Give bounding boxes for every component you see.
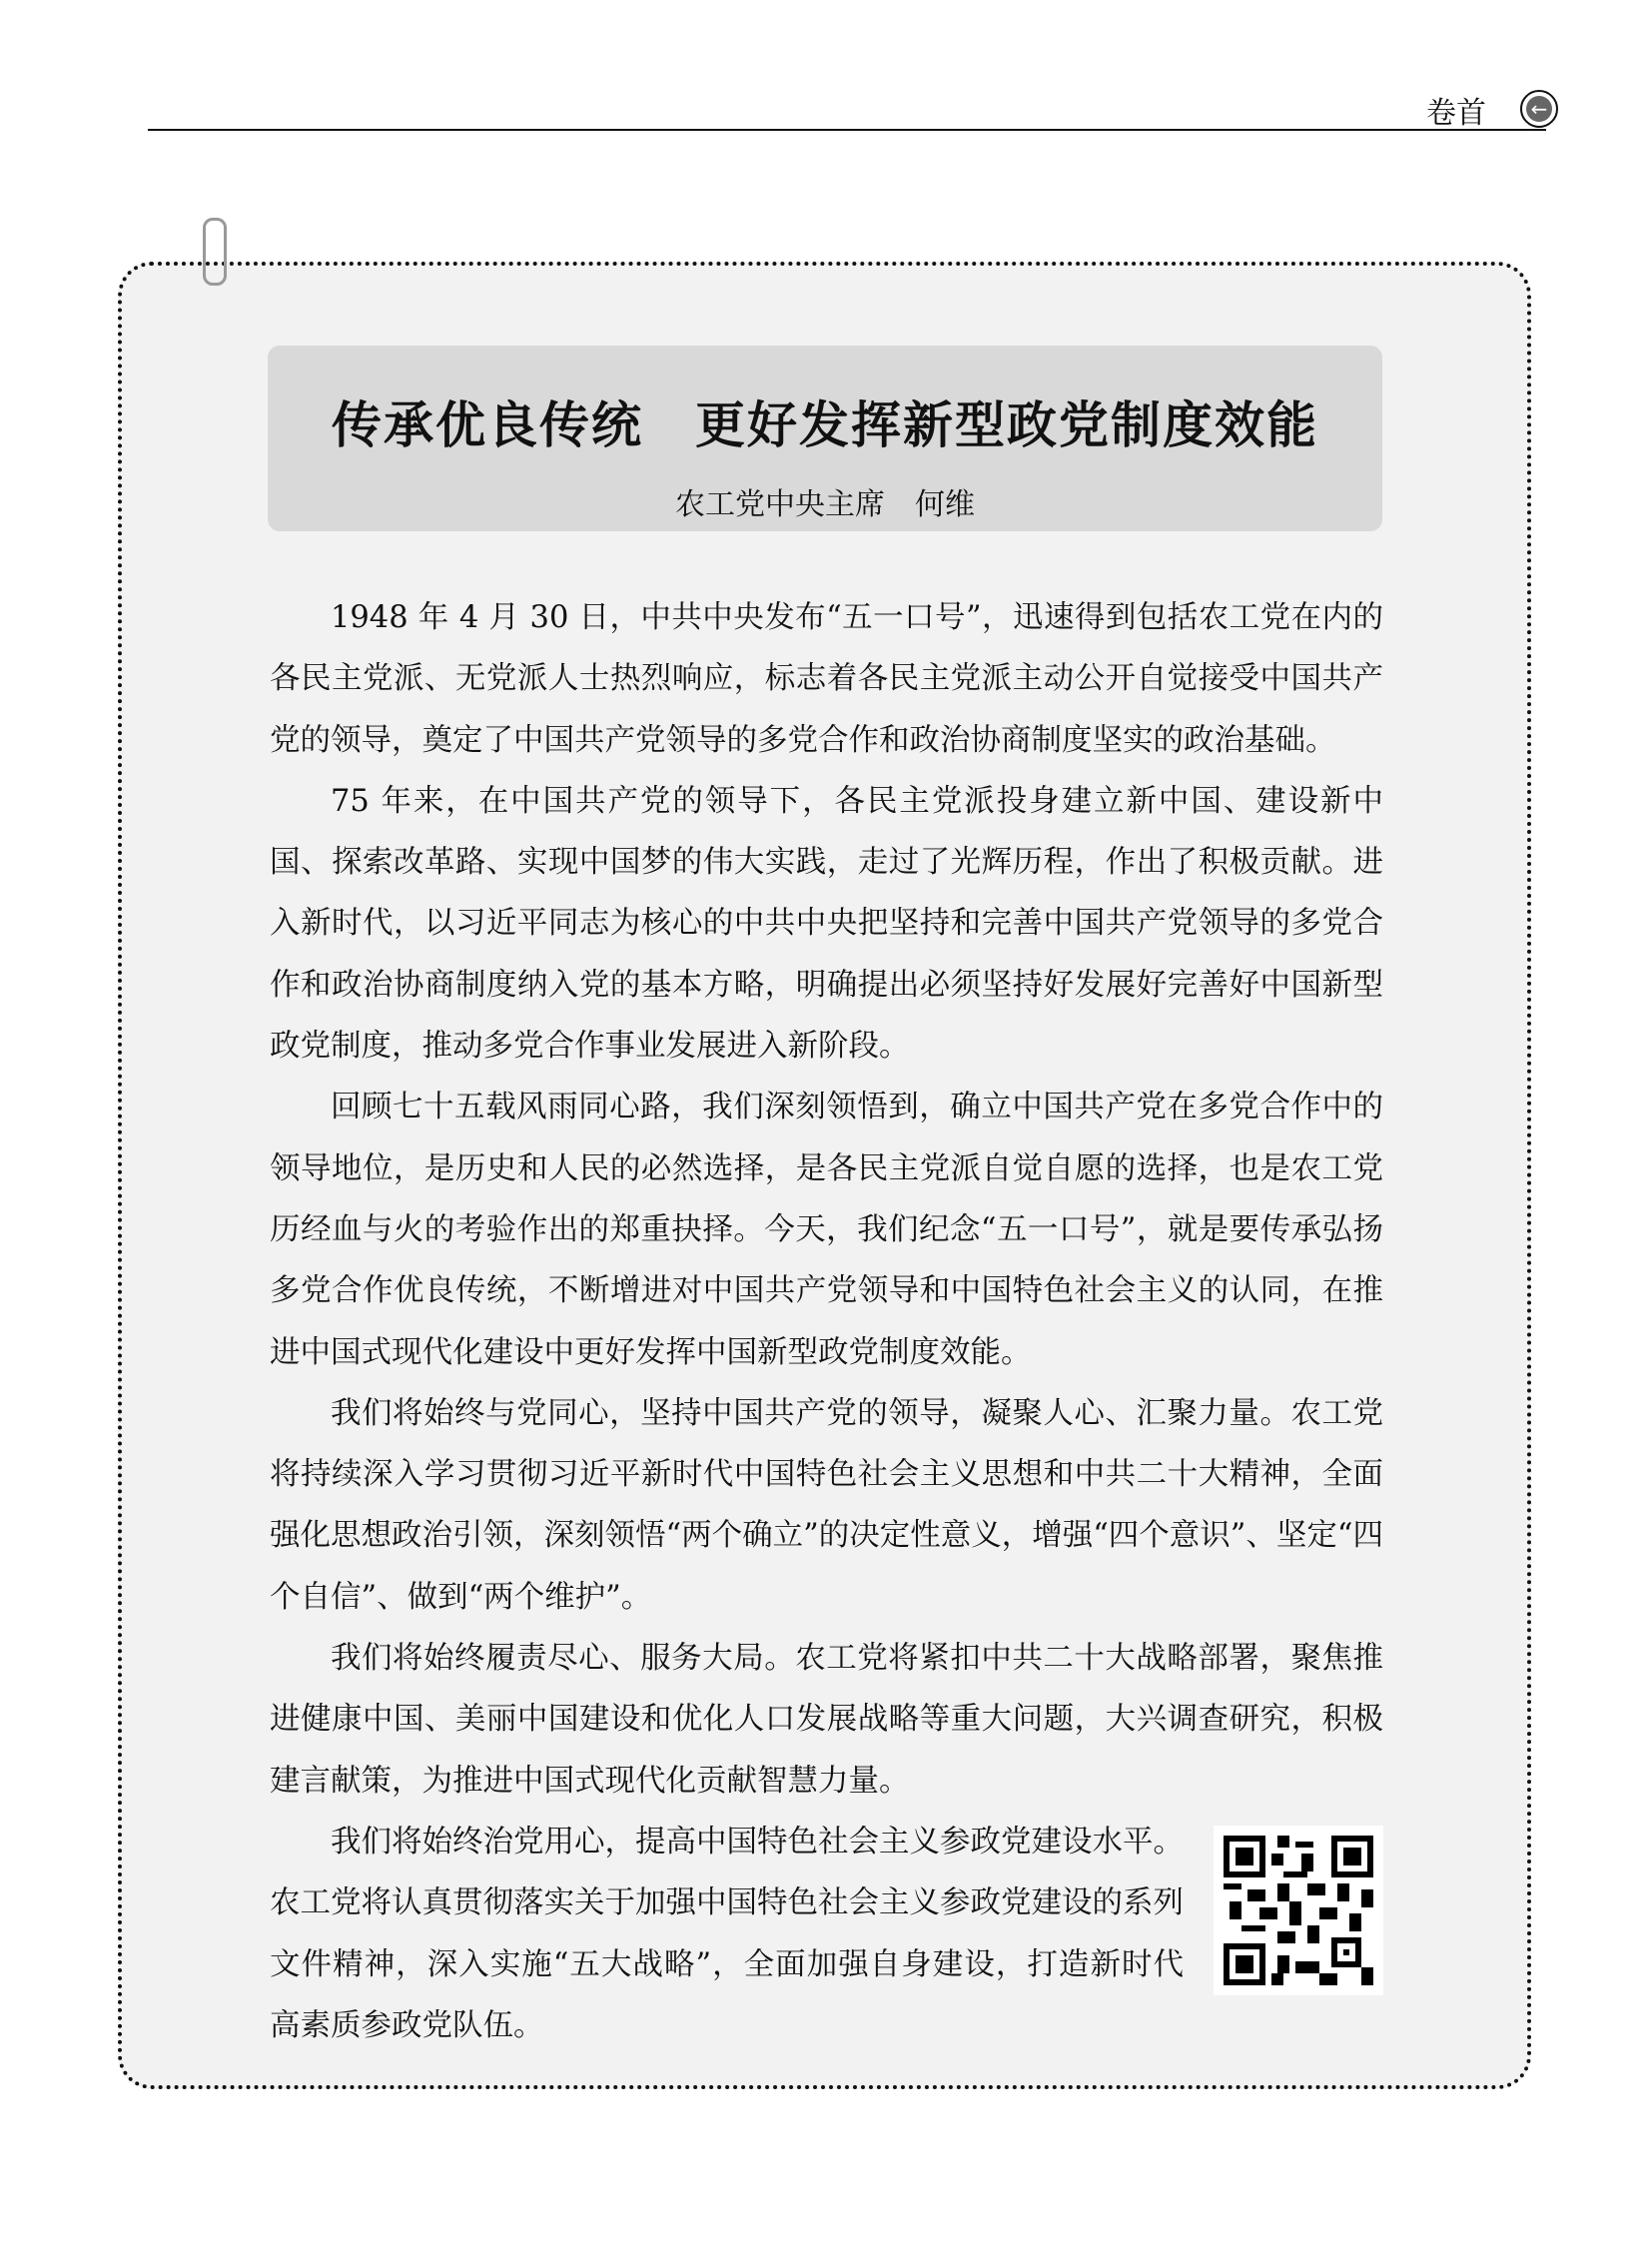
paragraph: 我们将始终治党用心，提高中国特色社会主义参政党建设水平。农工党将认真贯彻落实关于加强中国特色社会主义参政党建设的系列文件精神，深入实施“五大战略”，全面加强自身建设，打造新时代高素质参政党队伍。 <box>270 1824 1184 2043</box>
paragraph: 我们将始终履责尽心、服务大局。农工党将紧扣中共二十大战略部署，聚焦推进健康中国、美丽中国建设和优化人口发展战略等重大问题，大兴调查研究，积极建言献策，为推进中国式现代化贡献智慧力量。 <box>270 1641 1383 1799</box>
article-title: 传承优良传统 更好发挥新型政党制度效能 <box>332 395 1318 454</box>
paragraph: 我们将始终与党同心，坚持中国共产党的领导，凝聚人心、汇聚力量。农工党将持续深入学习贯彻习近平新时代中国特色社会主义思想和中共二十大精神，全面强化思想政治引领，深刻领悟“两个确立”的决定性意义，增强“四个意识”、坚定“四个自信”、做到“两个维护”。 <box>270 1395 1383 1615</box>
qr-code <box>1214 1826 1383 1995</box>
article-author: 农工党中央主席 何维 <box>675 487 975 522</box>
article-body <box>270 587 1383 2056</box>
section-title: 卷首 <box>1426 96 1486 131</box>
paragraph: 1948 年 4 月 30 日，中共中央发布“五一口号”，迅速得到包括农工党在内的各民主党派、无党派人士热烈响应，标志着各民主党派主动公开自觉接受中国共产党的领导，奠定了中国共产党领导的多党合作和政治协商制度坚实的政治基础。 <box>270 600 1383 758</box>
paperclip-icon <box>203 218 227 286</box>
header-rule <box>148 129 1546 131</box>
paragraph: 回顾七十五载风雨同心路，我们深刻领悟到，确立中国共产党在多党合作中的领导地位，是历史和人民的必然选择，是各民主党派自觉自愿的选择，也是农工党历经血与火的考验作出的郑重抉择。今天，我们纪念“五一口号”，就是要传承弘扬多党合作优良传统，不断增进对中国共产党领导和中国特色社会主义的认同，在推进中国式现代化建设中更好发挥中国新型政党制度效能。 <box>270 1090 1383 1370</box>
arrow-left-circle-icon[interactable]: ← <box>1520 90 1558 128</box>
title-banner <box>268 346 1382 531</box>
paragraph: 75 年来，在中国共产党的领导下，各民主党派投身建立新中国、建设新中国、探索改革路、实现中国梦的伟大实践，走过了光辉历程，作出了积极贡献。进入新时代，以习近平同志为核心的中共中央把坚持和完善中国共产党领导的多党合作和政治协商制度纳入党的基本方略，明确提出必须坚持好发展好完善好中国新型政党制度，推动多党合作事业发展进入新阶段。 <box>270 783 1383 1065</box>
